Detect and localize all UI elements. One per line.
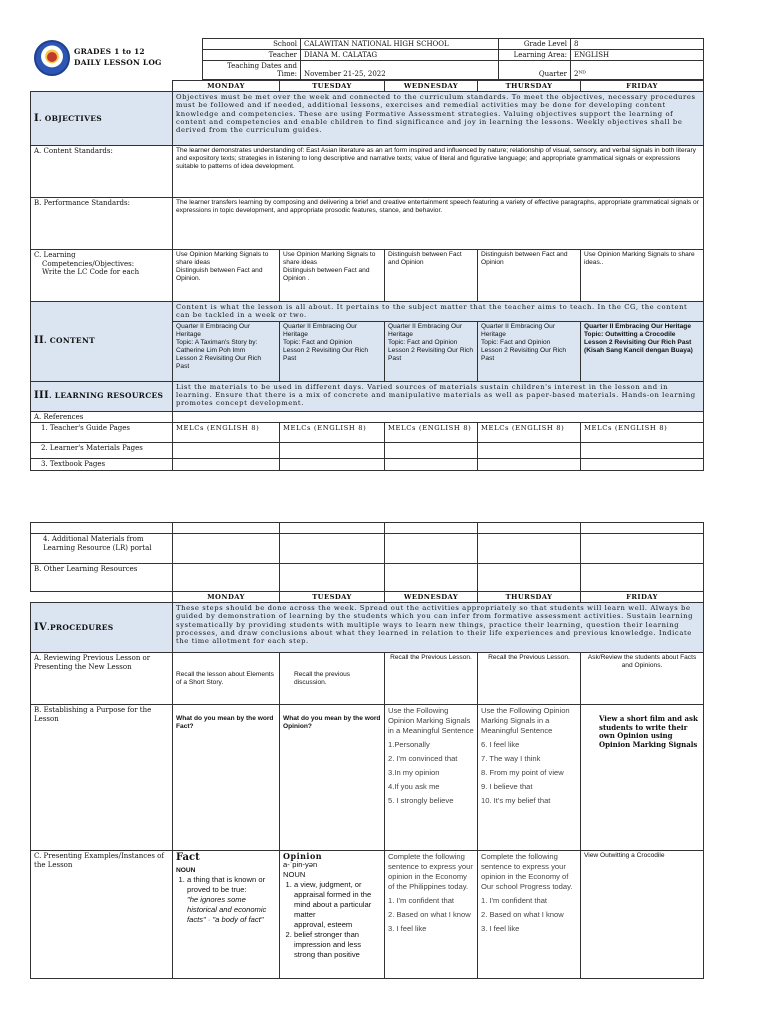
content-standards-label: A. Content Standards:: [31, 146, 173, 198]
fact-def: 1. a thing that is known or proved to be true: "he ignores some historical and economic facts" · "a body of fact": [187, 875, 276, 925]
header-title: [74, 46, 162, 68]
learners-materials-row: [31, 443, 704, 459]
presenting-monday: [173, 851, 280, 979]
day-header-row: [31, 81, 704, 92]
pres-wed-item-1: 1. I'm confident that: [388, 896, 455, 906]
day-wednesday-2: WEDNESDAY: [385, 592, 478, 603]
content-monday: Quarter II Embracing Our Heritage Topic: A Taximan's Story by: Catherine Lim Poh Imm Lesson 2 Revisiting Our Rich Past: [173, 321, 280, 381]
textbook-label: 3. Textbook Pages: [31, 459, 173, 471]
other-resources-row: [31, 564, 704, 592]
day-monday-2: MONDAY: [173, 592, 280, 603]
review-row: [31, 653, 704, 705]
purpose-friday: View a short film and ask students to write their own Opinion using Opinion Marking Signals: [581, 705, 704, 851]
blank-cell: [478, 459, 581, 471]
purpose-label: B. Establishing a Purpose for the Lesson: [31, 705, 173, 851]
school-label: School: [203, 39, 301, 50]
page2-top-row: [31, 523, 704, 534]
competencies-label-1: C. Learning: [34, 251, 76, 260]
grade-label: Grade Level: [499, 39, 571, 50]
day-tuesday: TUESDAY: [280, 81, 385, 92]
purpose-wed-item-5: 5. I strongly believe: [388, 796, 454, 806]
lesson-log-page-2: [30, 522, 703, 979]
opinion-title: Opinion: [283, 851, 323, 862]
school-value: CALAWITAN NATIONAL HIGH SCHOOL: [301, 39, 499, 50]
other-resources-label: B. Other Learning Resources: [31, 564, 173, 592]
purpose-wed-item-4: 4.If you ask me: [388, 782, 440, 792]
purpose-wed-item-1: 1.Personally: [388, 740, 430, 750]
purpose-thu-item-10: 10. It's my belief that: [481, 796, 551, 806]
review-thursday: Recall the Previous Lesson.: [478, 653, 581, 705]
content-text: Content is what the lesson is all about. It pertains to the subject matter that the teacher aims to teach. In the CG, the content can be tackled in a week or two.: [173, 302, 704, 321]
blank-cell: [581, 443, 704, 459]
content-heading-row: [31, 302, 704, 321]
blank-cell: [478, 443, 581, 459]
lesson-table-page-1: [30, 80, 704, 471]
pres-thu-intro: Complete the following sentence to express your opinion in the Economy of Our school Progress today.: [481, 852, 573, 892]
opinion-def-2: 2. belief stronger than impression and less strong than positive: [294, 930, 381, 960]
competencies-label-2: Competencies/Objectives:: [42, 259, 135, 268]
day-thursday-2: THURSDAY: [478, 592, 581, 603]
competency-wednesday: Distinguish between Fact and Opinion: [385, 250, 478, 302]
fact-title: Fact: [176, 852, 200, 864]
tg-friday: MELCs (ENGLISH 8): [581, 423, 704, 443]
competencies-label: [31, 250, 173, 302]
quarter-value: 2ᴺᴰ: [571, 61, 704, 80]
presenting-thursday: [478, 851, 581, 979]
teacher-label: Teacher: [203, 50, 301, 61]
area-label: Learning Area:: [499, 50, 571, 61]
learners-materials-label: 2. Learner's Materials Pages: [31, 443, 173, 459]
tg-wednesday: MELCs (ENGLISH 8): [385, 423, 478, 443]
review-label: A. Reviewing Previous Lesson or Presenting the New Lesson: [31, 653, 173, 705]
content-friday: Quarter II Embracing Our Heritage Topic: Outwitting a Crocodile Lesson 2 Revisiting Our Rich Past (Kisah Sang Kancil dengan Buaya): [581, 321, 704, 381]
fact-example: "he ignores some historical and economic facts" · "a body of fact": [187, 895, 267, 925]
info-table: [202, 38, 704, 80]
tg-thursday: MELCs (ENGLISH 8): [478, 423, 581, 443]
references-row: [31, 411, 704, 423]
purpose-thu-item-9: 9. I believe that: [481, 782, 533, 792]
area-value: ENGLISH: [571, 50, 704, 61]
day-header-row-2: [31, 592, 704, 603]
procedures-row: [31, 603, 704, 653]
objectives-heading: I. OBJECTIVES: [31, 92, 173, 146]
textbook-row: [31, 459, 704, 471]
purpose-wednesday: [385, 705, 478, 851]
purpose-thu-item-8: 8. From my point of view: [481, 768, 564, 778]
purpose-tuesday: What do you mean by the word Opinion?: [280, 705, 385, 851]
procedures-heading: IV.PROCEDURES: [31, 603, 173, 653]
pres-wed-intro: Complete the following sentence to express your opinion in the Economy of the Philippines today.: [388, 852, 473, 892]
dates-label-2: Time:: [276, 70, 297, 78]
grade-value: 8: [571, 39, 704, 50]
blank-cell: [173, 443, 280, 459]
resources-heading: III. LEARNING RESOURCES: [31, 381, 173, 411]
review-wednesday: Recall the Previous Lesson.: [385, 653, 478, 705]
dates-value: November 21-25, 2022: [301, 61, 499, 80]
day-friday-2: FRIDAY: [581, 592, 704, 603]
review-tuesday: Recall the previous discussion.: [280, 653, 385, 705]
content-thursday: Quarter II Embracing Our Heritage Topic: Fact and Opinion Lesson 2 Revisiting Our Rich Past: [478, 321, 581, 381]
dates-label-1: Teaching Dates and: [226, 62, 297, 70]
competency-friday: Use Opinion Marking Signals to share ideas..: [581, 250, 704, 302]
lesson-log-page-1: [30, 38, 703, 471]
teachers-guide-label: 1. Teacher's Guide Pages: [31, 423, 173, 443]
content-standards-row: [31, 146, 704, 198]
title-line-2: DAILY LESSON LOG: [74, 58, 162, 67]
competency-monday: Use Opinion Marking Signals to share ideas Distinguish between Fact and Opinion.: [173, 250, 280, 302]
opinion-pron: a-ˈpin-yən: [283, 860, 318, 870]
teacher-value: DIANA M. CALATAG: [301, 50, 499, 61]
pres-wed-item-3: 3. I feel like: [388, 924, 427, 934]
pres-thu-item-2: 2. Based on what I know: [481, 910, 564, 920]
deped-seal-icon: [34, 40, 70, 76]
header: [30, 38, 703, 80]
teachers-guide-row: [31, 423, 704, 443]
opinion-definitions: [283, 880, 381, 960]
content-standards-text: The learner demonstrates understanding of: East Asian literature as an art form inspired and influenced by nature; relationship of visual, sensory, and verbal signals in both literary and expository texts; strategies in listening to long descriptive and narrative texts; value of literal and figurative language; and appropriate grammatical signals or expressions suitable to patterns of idea development.: [173, 146, 704, 198]
opinion-def-1b: approval, esteem: [294, 920, 353, 930]
review-friday: Ask/Review the students about Facts and Opinions.: [581, 653, 704, 705]
presenting-row: [31, 851, 704, 979]
day-tuesday-2: TUESDAY: [280, 592, 385, 603]
blank-cell: [280, 459, 385, 471]
tg-monday: MELCs (ENGLISH 8): [173, 423, 280, 443]
blank-cell: [280, 443, 385, 459]
dates-label: [203, 61, 301, 80]
purpose-thursday: [478, 705, 581, 851]
purpose-thu-intro: Use the Following Opinion Marking Signals in a Meaningful Sentence: [481, 706, 570, 736]
competencies-label-3: Write the LC Code for each: [42, 268, 140, 277]
blank-cell: [581, 459, 704, 471]
quarter-label: Quarter: [499, 61, 571, 80]
competencies-row: [31, 250, 704, 302]
pres-thu-item-3: 3. I feel like: [481, 924, 520, 934]
blank-cell: [385, 459, 478, 471]
purpose-thu-item-7: 7. The way I think: [481, 754, 541, 764]
opinion-pos: NOUN: [283, 870, 306, 880]
purpose-thu-item-6: 6. I feel like: [481, 740, 520, 750]
performance-standards-row: [31, 198, 704, 250]
fact-pos: NOUN: [176, 867, 196, 875]
additional-materials-row: [31, 534, 704, 564]
pres-thu-item-1: 1. I'm confident that: [481, 896, 548, 906]
procedures-text: These steps should be done across the week. Spread out the activities appropriately so that students will learn well. Always be guided by demonstration of learning by the students which you can infer from formative assessment activities. Sustain learning systematically by providing students with multiple ways to learn new things, practice their learning, question their learning processes, and draw conclusions about what they learned in relation to their life experiences and previous knowledge. Indicate the time allotment for each step.: [173, 603, 704, 653]
blank-cell: [385, 443, 478, 459]
tg-tuesday: MELCs (ENGLISH 8): [280, 423, 385, 443]
purpose-wed-intro: Use the Following Opinion Marking Signals in a Meaningful Sentence: [388, 706, 474, 736]
presenting-wednesday: [385, 851, 478, 979]
day-friday: FRIDAY: [581, 81, 704, 92]
performance-standards-text: The learner transfers learning by composing and delivering a brief and creative entertainment speech featuring a variety of effective paragraphs, appropriate grammatical signals or expressions in topic development, and appropriate prosodic features, stance, and behavior.: [173, 198, 704, 250]
objectives-row: [31, 92, 704, 146]
additional-materials-label: 4. Additional Materials from Learning Resource (LR) portal: [31, 534, 173, 564]
competency-tuesday: Use Opinion Marking Signals to share ideas Distinguish between Fact and Opinion .: [280, 250, 385, 302]
purpose-wed-item-2: 2. I'm convinced that: [388, 754, 458, 764]
day-wednesday: WEDNESDAY: [385, 81, 478, 92]
presenting-tuesday: [280, 851, 385, 979]
fact-definitions: [176, 875, 276, 925]
competency-thursday: Distinguish between Fact and Opinion: [478, 250, 581, 302]
opinion-def-1: 1. a view, judgment, or appraisal formed in the mind about a particular matter approval, esteem: [294, 880, 381, 930]
review-monday: Recall the lesson about Elements of a Short Story.: [173, 653, 280, 705]
day-thursday: THURSDAY: [478, 81, 581, 92]
performance-standards-label: B. Performance Standards:: [31, 198, 173, 250]
presenting-friday: View Outwitting a Crocodile: [581, 851, 704, 979]
lesson-table-page-2: [30, 522, 704, 979]
pres-wed-item-2: 2. Based on what I know: [388, 910, 471, 920]
presenting-label: C. Presenting Examples/Instances of the Lesson: [31, 851, 173, 979]
resources-text: List the materials to be used in different days. Varied sources of materials sustain children's interest in the lesson and in learning. Ensure that there is a mix of concrete and manipulative materials as well as paper-based materials. Hands-on learning promotes concept development.: [173, 381, 704, 411]
resources-row: [31, 381, 704, 411]
content-wednesday: Quarter II Embracing Our Heritage Topic: Fact and Opinion Lesson 2 Revisiting Our Rich Past: [385, 321, 478, 381]
day-monday: MONDAY: [173, 81, 280, 92]
references-label: A. References: [31, 411, 173, 423]
content-tuesday: Quarter II Embracing Our Heritage Topic: Fact and Opinion Lesson 2 Revisiting Our Rich Past: [280, 321, 385, 381]
objectives-text: Objectives must be met over the week and connected to the curriculum standards. To meet the objectives, necessary procedures must be followed and if needed, additional lessons, exercises and remedial activities may be done for developing content knowledge and competencies. These are using Formative Assessment strategies. Valuing objectives support the learning of content and competencies and enable children to find significance and joy in learning the lessons. Weekly objectives shall be derived from the curriculum guides.: [173, 92, 704, 146]
purpose-monday: What do you mean by the word Fact?: [173, 705, 280, 851]
blank-cell: [173, 459, 280, 471]
title-line-1: GRADES 1 to 12: [74, 47, 145, 56]
content-heading: II. CONTENT: [31, 302, 173, 381]
references-blank: [173, 411, 704, 423]
purpose-row: [31, 705, 704, 851]
purpose-wed-item-3: 3.In my opinion: [388, 768, 440, 778]
